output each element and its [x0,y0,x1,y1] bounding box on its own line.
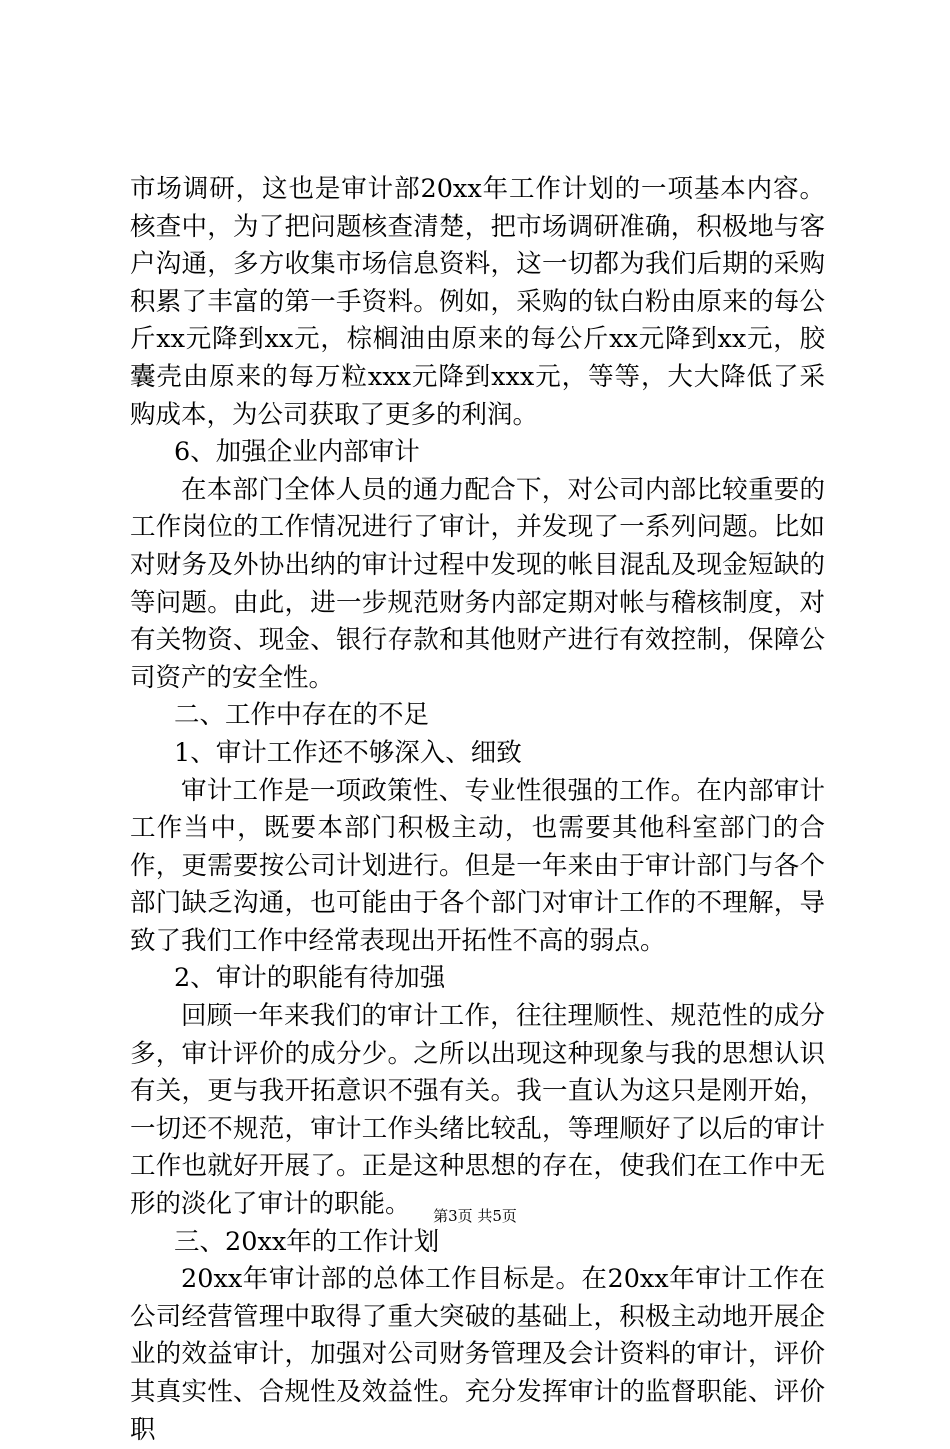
section-heading-2: 二、工作中存在的不足 [174,700,430,731]
page-footer: 第3页 共5页 [433,1207,517,1225]
paragraph-audit-work: 审计工作是一项政策性、专业性很强的工作。在内部审计工作当中，既要本部门积极主动，也需要其他科室部门的合作，更需要按公司计划进行。但是一年来由于审计部门与各个部门缺乏沟通，也可能由于各个部门对审计工作的不理解，导致了我们工作中经常表现出开拓性不高的弱点。 [130,775,825,956]
document-body [130,171,825,1449]
section-heading-6: 6、加强企业内部审计 [174,437,420,468]
paragraph-review: 回顾一年来我们的审计工作，往往理顺性、规范性的成分多，审计评价的成分少。之所以出现这种现象与我的思想认识有关，更与我开拓意识不强有关。我一直认为这只是刚开始，一切还不规范，审计工作头绪比较乱，等理顺好了以后的审计工作也就好开展了。正是这种思想的存在，使我们在工作中无形的淡化了审计的职能。 [130,1001,825,1220]
paragraph-plan: 20xx年审计部的总体工作目标是。在20xx年审计工作在公司经营管理中取得了重大突破的基础上，积极主动地开展企业的效益审计，加强对公司财务管理及会计资料的审计，评价其真实性、合规性及效益性。充分发挥审计的监督职能、评价职 [130,1264,825,1445]
subheading-1: 1、审计工作还不够深入、细致 [174,737,522,768]
paragraph-internal-audit: 在本部门全体人员的通力配合下，对公司内部比较重要的工作岗位的工作情况进行了审计，并发现了一系列问题。比如对财务及外协出纳的审计过程中发现的帐目混乱及现金短缺的等问题。由此，进一步规范财务内部定期对帐与稽核制度，对有关物资、现金、银行存款和其他财产进行有效控制，保障公司资产的安全性。 [130,474,825,693]
section-heading-3: 三、20xx年的工作计划 [174,1226,440,1257]
subheading-2: 2、审计的职能有待加强 [174,963,446,994]
paragraph-continuation: 市场调研，这也是审计部20xx年工作计划的一项基本内容。核查中，为了把问题核查清楚，把市场调研准确，积极地与客户沟通，多方收集市场信息资料，这一切都为我们后期的采购积累了丰富的第一手资料。例如，采购的钛白粉由原来的每公斤xx元降到xx元，棕榈油由原来的每公斤xx元降到xx元，胶囊壳由原来的每万粒xxx元降到xxx元，等等，大大降低了采购成本，为公司获取了更多的利润。 [130,174,825,430]
